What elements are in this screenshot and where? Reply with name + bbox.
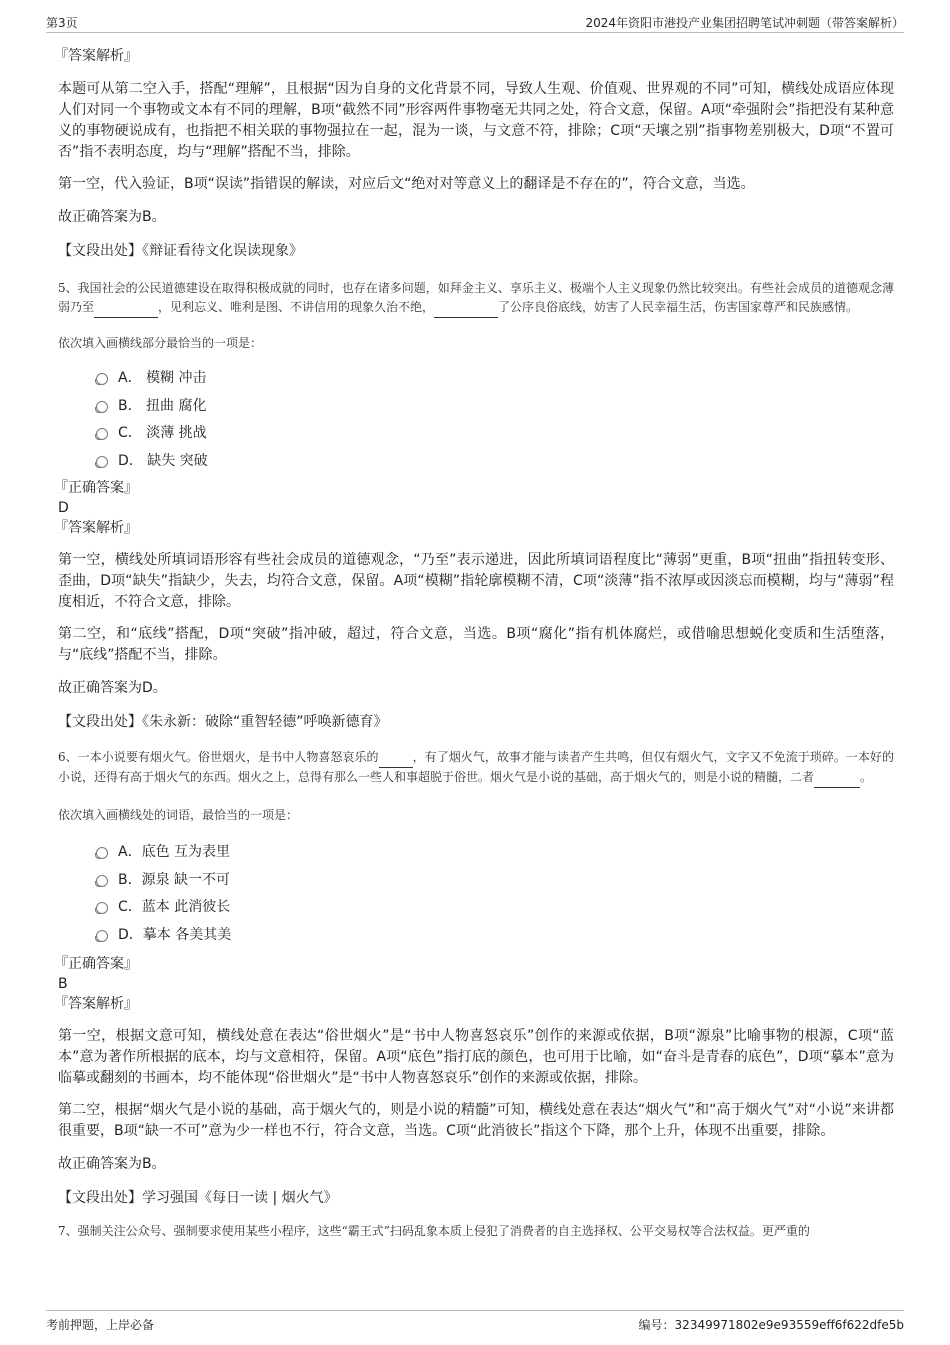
page-content xyxy=(54,46,894,1241)
option-c[interactable]: C．蓝本 此消彼长 xyxy=(58,897,894,925)
question-5-options xyxy=(58,368,894,478)
option-c[interactable]: C． 淡薄 挑战 xyxy=(58,423,894,451)
analysis-paragraph: 第二空，和“底线”搭配，D项“突破”指冲破，超过，符合文意，当选。B项“腐化”指有机体腐烂，或借喻思想蜕化变质和生活堕落，与“底线”搭配不当，排除。 xyxy=(58,626,894,663)
document-title: 2024年资阳市港投产业集团招聘笔试冲刺题（带答案解析） xyxy=(585,16,904,30)
correct-answer: B xyxy=(58,976,68,992)
answer-blank xyxy=(814,768,860,788)
radio-icon[interactable] xyxy=(96,428,108,440)
analysis-paragraph: 第二空，根据“烟火气是小说的基础，高于烟火气的，则是小说的精髓”可知，横线处意在表达“烟火气”和“高于烟火气”对“小说”来讲都很重要，B项“缺一不可”意为少一样也不行，符合文意，当选。C项“此消彼长”指这个下降，那个上升，体现不出重要，排除。 xyxy=(58,1102,894,1139)
option-a[interactable]: A． 模糊 冲击 xyxy=(58,368,894,396)
analysis-paragraph: 本题可从第二空入手，搭配“理解”，且根据“因为自身的文化背景不同，导致人生观、价值观、世界观的不同”可知，横线处成语应体现人们对同一个事物或文本有不同的理解，B项“截然不同”形容两件事物毫无共同之处，符合文意，保留。A项“牵强附会”指把没有某种意义的事物硬说成有，也指把不相关联的事物强拉在一起，混为一谈，与文意不符，排除；C项“天壤之别”指事物差别极大，D项“不置可否”指不表明态度，均与“理解”搭配不当，排除。 xyxy=(58,81,894,160)
question-5-text: 5、我国社会的公民道德建设在取得积极成就的同时，也存在诸多问题，如拜金主义、享乐主义、极端个人主义现象仍然比较突出。有些社会成员的道德观念薄弱乃至 ，见利忘义、唯利是图、不讲信用的现象久治不绝， 了公序良俗底线，妨害了人民幸福生活，伤害国家尊严和民族感情。 xyxy=(58,279,894,318)
source-citation: 【文段出处】《辩证看待文化误读现象》 xyxy=(58,243,303,259)
conclusion: 故正确答案为B。 xyxy=(58,209,166,225)
page-footer xyxy=(46,1310,904,1335)
correct-answer: D xyxy=(58,500,69,516)
analysis-paragraph: 第一空，代入验证，B项“误读”指错误的解读，对应后文“绝对对等意义上的翻译是不存在的”，符合文意，当选。 xyxy=(58,176,755,192)
question-prompt: 依次填入画横线部分最恰当的一项是： xyxy=(58,336,263,350)
document-id: 编号：32349971802e9e93559eff6f622dfe5b xyxy=(638,1318,904,1332)
analysis-paragraph: 第一空，根据文意可知，横线处意在表达“俗世烟火”是“书中人物喜怒哀乐”创作的来源或依据，B项“源泉”比喻事物的根源，C项“蓝本”意为著作所根据的底本，均与文意相符，保留。A项“底色”指打底的颜色，也可用于比喻，如“奋斗是青春的底色”，D项“摹本”意为临摹或翻刻的书画本，均不能体现“俗世烟火”是“书中人物喜怒哀乐”创作的来源或依据，排除。 xyxy=(58,1028,894,1086)
analysis-label: 『答案解析』 xyxy=(54,520,138,536)
radio-icon[interactable] xyxy=(96,847,108,859)
answer-blank xyxy=(94,298,158,318)
page-header xyxy=(46,10,904,33)
analysis-label: 『答案解析』 xyxy=(54,996,138,1012)
radio-icon[interactable] xyxy=(96,456,108,468)
question-6-text: 6、一本小说要有烟火气。俗世烟火，是书中人物喜怒哀乐的 ，有了烟火气，故事才能与读者产生共鸣，但仅有烟火气，文字又不免流于琐碎。一本好的小说，还得有高于烟火气的东西。烟火之上，总得有那么一些人和事超脱于俗世。烟火气是小说的基础，高于烟火气的，则是小说的精髓，二者 。 xyxy=(58,748,894,788)
source-citation: 【文段出处】《朱永新：破除“重智轻德”呼唤新德育》 xyxy=(58,714,388,730)
radio-icon[interactable] xyxy=(96,373,108,385)
answer-blank xyxy=(379,748,413,768)
correct-answer-label: 『正确答案』 xyxy=(54,480,138,496)
question-prompt: 依次填入画横线处的词语，最恰当的一项是： xyxy=(58,808,299,822)
radio-icon[interactable] xyxy=(96,401,108,413)
page-number: 第3页 xyxy=(46,16,78,30)
question-6-options xyxy=(58,842,894,952)
option-d[interactable]: D． 缺失 突破 xyxy=(58,451,894,479)
analysis-paragraph: 第一空，横线处所填词语形容有些社会成员的道德观念，“乃至”表示递进，因此所填词语程度比“薄弱”更重，B项“扭曲”指扭转变形、歪曲，D项“缺失”指缺少，失去，均符合文意，保留。A项“模糊”指轮廓模糊不清，C项“淡薄”指不浓厚或因淡忘而模糊，均与“薄弱”程度相近，不符合文意，排除。 xyxy=(58,552,894,610)
conclusion: 故正确答案为D。 xyxy=(58,680,167,696)
conclusion: 故正确答案为B。 xyxy=(58,1156,166,1172)
source-citation: 【文段出处】学习强国《每日一读 | 烟火气》 xyxy=(58,1190,338,1206)
radio-icon[interactable] xyxy=(96,902,108,914)
footer-slogan: 考前押题，上岸必备 xyxy=(46,1318,155,1332)
radio-icon[interactable] xyxy=(96,875,108,887)
question-7-text: 7、强制关注公众号、强制要求使用某些小程序，这些“霸王式”扫码乱象本质上侵犯了消费者的自主选择权、公平交易权等合法权益。更严重的 xyxy=(58,1224,810,1238)
option-d[interactable]: D．摹本 各美其美 xyxy=(58,925,894,953)
option-a[interactable]: A．底色 互为表里 xyxy=(58,842,894,870)
radio-icon[interactable] xyxy=(96,930,108,942)
option-b[interactable]: B． 扭曲 腐化 xyxy=(58,396,894,424)
answer-blank xyxy=(434,298,498,318)
analysis-label: 『答案解析』 xyxy=(54,48,138,64)
option-b[interactable]: B．源泉 缺一不可 xyxy=(58,870,894,898)
correct-answer-label: 『正确答案』 xyxy=(54,956,138,972)
